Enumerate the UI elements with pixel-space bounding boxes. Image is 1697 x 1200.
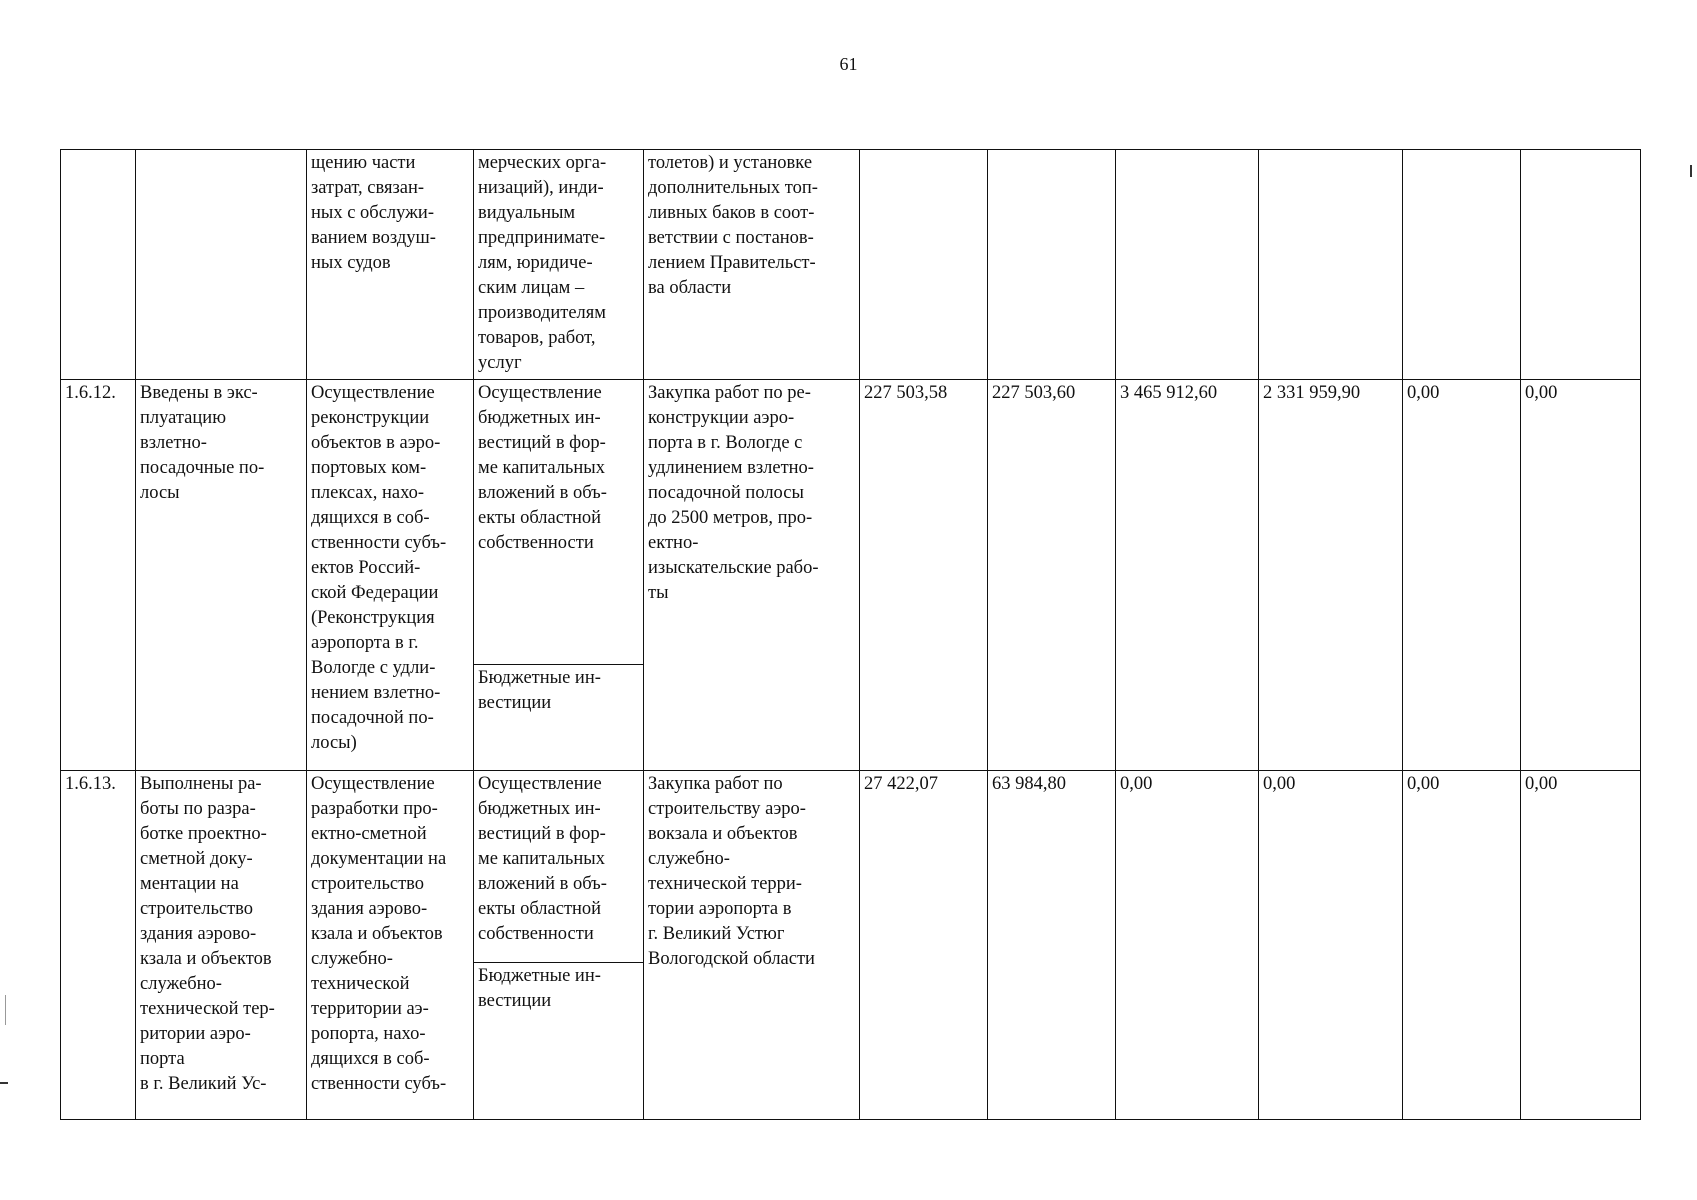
value-cell [988, 150, 1116, 380]
value-cell: 63 984,80 [988, 771, 1116, 1120]
row-number-cell: 1.6.13. [61, 771, 136, 1120]
object-cell: толетов) и установке дополнительных топ- ливных баков в соот- ветствии с постанов- лением Правительст- ва области [644, 150, 860, 380]
value-cell [1116, 150, 1259, 380]
scan-mark [0, 1082, 8, 1084]
table-row [61, 771, 1641, 963]
result-cell: Введены в экс- плуатацию взлетно- посадочные по- лосы [136, 380, 307, 771]
direction-cell: Бюджетные ин- вестиции [474, 963, 644, 1120]
object-cell: Закупка работ по строительству аэро- вокзала и объектов служебно- технической терри- тории аэропорта в г. Великий Устюг Вологодской области [644, 771, 860, 1120]
table-row [61, 150, 1641, 380]
measure-cell: Осуществление разработки про- ектно-сметной документации на строительство здания аэрово- кзала и объектов служебно- технической территории аэ- ропорта, нахо- дящихся в соб- ственности субъ- [307, 771, 474, 1120]
direction-cell: Осуществление бюджетных ин- вестиций в фор- ме капитальных вложений в объ- екты областной собственности [474, 380, 644, 664]
value-cell: 27 422,07 [860, 771, 988, 1120]
direction-cell: мерческих орга- низаций), инди- видуальным предпринимате- лям, юридиче- ским лицам – производителям товаров, работ, услуг [474, 150, 644, 380]
value-cell [1521, 150, 1641, 380]
result-cell: Выполнены ра- боты по разра- ботке проектно- сметной доку- ментации на строительство здания аэрово- кзала и объектов служебно- технической тер- ритории аэро- порта в г. Великий Ус- [136, 771, 307, 1120]
value-cell [860, 150, 988, 380]
row-number-cell: 1.6.12. [61, 380, 136, 771]
value-cell: 227 503,58 [860, 380, 988, 771]
direction-cell: Бюджетные ин- вестиции [474, 664, 644, 771]
result-cell [136, 150, 307, 380]
value-cell: 0,00 [1259, 771, 1403, 1120]
row-number-cell [61, 150, 136, 380]
direction-cell: Осуществление бюджетных ин- вестиций в фор- ме капитальных вложений в объ- екты областной собственности [474, 771, 644, 963]
value-cell [1403, 150, 1521, 380]
measure-cell: щению части затрат, связан- ных с обслужи- ванием воздуш- ных судов [307, 150, 474, 380]
page-number: 61 [839, 54, 858, 74]
value-cell: 0,00 [1403, 380, 1521, 771]
value-cell: 3 465 912,60 [1116, 380, 1259, 771]
value-cell: 0,00 [1521, 771, 1641, 1120]
value-cell [1259, 150, 1403, 380]
object-cell: Закупка работ по ре- конструкции аэро- порта в г. Вологде с удлинением взлетно- посадочной полосы до 2500 метров, про- ектно- изыскательские рабо- ты [644, 380, 860, 771]
value-cell: 227 503,60 [988, 380, 1116, 771]
measure-cell: Осуществление реконструкции объектов в аэро- портовых ком- плексах, нахо- дящихся в соб- ственности субъ- ектов Россий- ской Федерации (Реконструкция аэропорта в г. Вологде с удли- нением взлетно- посадочной по- лосы) [307, 380, 474, 771]
scan-mark [5, 995, 6, 1025]
value-cell: 0,00 [1116, 771, 1259, 1120]
table-row [61, 380, 1641, 664]
scan-mark [1690, 165, 1692, 177]
value-cell: 2 331 959,90 [1259, 380, 1403, 771]
value-cell: 0,00 [1521, 380, 1641, 771]
budget-table [60, 149, 1641, 1120]
value-cell: 0,00 [1403, 771, 1521, 1120]
